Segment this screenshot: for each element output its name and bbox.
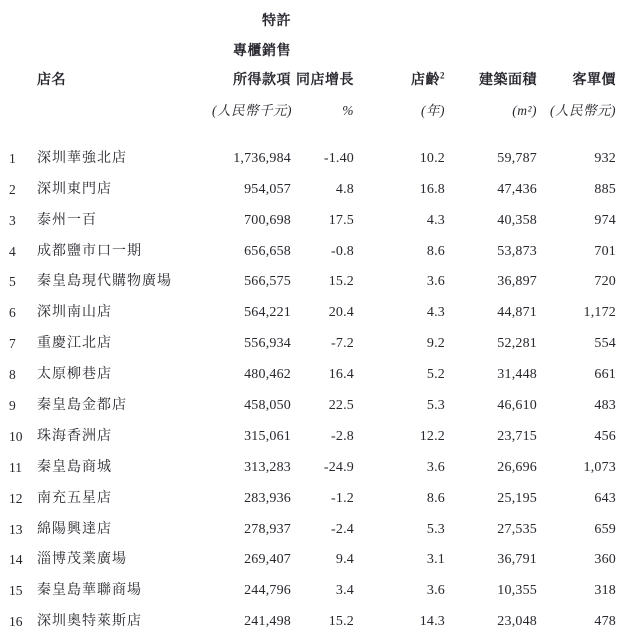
header-gross-floor-area: 建築面積 bbox=[479, 73, 537, 88]
row-number-cell: 16 bbox=[9, 614, 23, 630]
table-row bbox=[0, 294, 616, 325]
floor-area-cell: 47,436 bbox=[497, 181, 537, 197]
sales-cell: 278,937 bbox=[244, 521, 291, 537]
store-name-cell: 秦皇島華聯商場 bbox=[37, 583, 142, 599]
growth-cell: 22.5 bbox=[328, 398, 354, 414]
store-name-cell: 秦皇島商城 bbox=[37, 459, 112, 475]
growth-cell: -2.8 bbox=[331, 428, 354, 444]
store-age-cell: 4.3 bbox=[426, 305, 445, 321]
sales-cell: 244,796 bbox=[244, 583, 291, 599]
table-row bbox=[0, 171, 616, 202]
sales-cell: 480,462 bbox=[244, 367, 291, 383]
avg-ticket-cell: 701 bbox=[594, 243, 616, 259]
table-row bbox=[0, 480, 616, 511]
table-row bbox=[0, 140, 616, 171]
avg-ticket-cell: 720 bbox=[594, 274, 616, 290]
row-number-cell: 4 bbox=[9, 243, 16, 259]
sales-cell: 556,934 bbox=[244, 336, 291, 352]
store-name-cell: 南充五星店 bbox=[37, 490, 112, 506]
avg-ticket-cell: 659 bbox=[594, 521, 616, 537]
store-name-cell: 泰州一百 bbox=[37, 212, 97, 228]
store-name-cell: 成都鹽市口一期 bbox=[37, 243, 142, 259]
avg-ticket-cell: 318 bbox=[594, 583, 616, 599]
floor-area-cell: 52,281 bbox=[497, 336, 537, 352]
header-store-age bbox=[354, 62, 445, 92]
store-age-cell: 5.3 bbox=[426, 521, 445, 537]
unit-area: (m²) bbox=[512, 103, 537, 118]
sales-cell: 954,057 bbox=[244, 181, 291, 197]
store-name-cell: 太原柳巷店 bbox=[37, 367, 112, 383]
store-name-cell: 綿陽興達店 bbox=[37, 521, 112, 537]
table-row bbox=[0, 572, 616, 603]
table-row bbox=[0, 511, 616, 542]
store-name-cell: 深圳華強北店 bbox=[37, 150, 127, 166]
header-avg-ticket: 客單價 bbox=[572, 73, 616, 88]
floor-area-cell: 25,195 bbox=[497, 490, 537, 506]
store-name-cell: 重慶江北店 bbox=[37, 336, 112, 352]
row-number-cell: 7 bbox=[9, 336, 16, 352]
growth-cell: 17.5 bbox=[328, 212, 354, 228]
store-age-cell: 5.3 bbox=[426, 398, 445, 414]
table-row bbox=[0, 356, 616, 387]
unit-growth: % bbox=[342, 103, 354, 118]
header-store-age-text: 店齡 bbox=[411, 73, 440, 88]
header-sales-line3: 所得款項 bbox=[233, 73, 291, 88]
store-age-cell: 12.2 bbox=[419, 428, 445, 444]
row-number-cell: 8 bbox=[9, 367, 16, 383]
sales-cell: 241,498 bbox=[244, 614, 291, 630]
growth-cell: -2.4 bbox=[331, 521, 354, 537]
row-number-cell: 2 bbox=[9, 181, 16, 197]
row-number-cell: 13 bbox=[9, 521, 23, 537]
growth-cell: 16.4 bbox=[328, 367, 354, 383]
growth-cell: -1.40 bbox=[323, 150, 354, 166]
store-age-cell: 5.2 bbox=[426, 367, 445, 383]
table-header bbox=[0, 0, 616, 140]
avg-ticket-cell: 661 bbox=[594, 367, 616, 383]
sales-cell: 1,736,984 bbox=[233, 150, 291, 166]
table-row bbox=[0, 387, 616, 418]
sales-cell: 458,050 bbox=[244, 398, 291, 414]
store-name-cell: 秦皇島金都店 bbox=[37, 398, 127, 414]
store-name-cell: 深圳奧特萊斯店 bbox=[37, 614, 142, 630]
store-age-cell: 8.6 bbox=[426, 243, 445, 259]
floor-area-cell: 23,048 bbox=[497, 614, 537, 630]
table-row bbox=[0, 233, 616, 264]
table-row bbox=[0, 449, 616, 480]
table-body bbox=[0, 140, 616, 634]
floor-area-cell: 31,448 bbox=[497, 367, 537, 383]
floor-area-cell: 10,355 bbox=[497, 583, 537, 599]
avg-ticket-cell: 974 bbox=[594, 212, 616, 228]
store-age-cell: 9.2 bbox=[426, 336, 445, 352]
store-age-cell: 14.3 bbox=[419, 614, 445, 630]
avg-ticket-cell: 932 bbox=[594, 150, 616, 166]
growth-cell: 20.4 bbox=[328, 305, 354, 321]
growth-cell: 3.4 bbox=[335, 583, 354, 599]
growth-cell: -7.2 bbox=[331, 336, 354, 352]
growth-cell: 15.2 bbox=[328, 274, 354, 290]
store-age-cell: 3.1 bbox=[426, 552, 445, 568]
header-store-name: 店名 bbox=[37, 73, 66, 88]
floor-area-cell: 36,897 bbox=[497, 274, 537, 290]
avg-ticket-cell: 885 bbox=[594, 181, 616, 197]
row-number-cell: 1 bbox=[9, 150, 16, 166]
sales-cell: 315,061 bbox=[244, 428, 291, 444]
table-row bbox=[0, 418, 616, 449]
row-number-cell: 14 bbox=[9, 552, 23, 568]
header-sales-line2: 專櫃銷售 bbox=[233, 44, 291, 59]
table-row bbox=[0, 542, 616, 573]
floor-area-cell: 23,715 bbox=[497, 428, 537, 444]
table-row bbox=[0, 603, 616, 634]
store-age-cell: 16.8 bbox=[419, 181, 445, 197]
floor-area-cell: 46,610 bbox=[497, 398, 537, 414]
table-row bbox=[0, 202, 616, 233]
avg-ticket-cell: 1,073 bbox=[583, 459, 616, 475]
row-number-cell: 15 bbox=[9, 583, 23, 599]
row-number-cell: 11 bbox=[9, 459, 22, 475]
sales-cell: 283,936 bbox=[244, 490, 291, 506]
avg-ticket-cell: 554 bbox=[594, 336, 616, 352]
store-name-cell: 秦皇島現代購物廣場 bbox=[37, 274, 172, 290]
growth-cell: -24.9 bbox=[323, 459, 354, 475]
growth-cell: 15.2 bbox=[328, 614, 354, 630]
store-name-cell: 珠海香洲店 bbox=[37, 428, 112, 444]
header-sales-line1: 特許 bbox=[262, 14, 291, 29]
header-body-gap bbox=[0, 122, 616, 140]
row-number-cell: 3 bbox=[9, 212, 16, 228]
avg-ticket-cell: 478 bbox=[594, 614, 616, 630]
table-row bbox=[0, 264, 616, 295]
avg-ticket-cell: 483 bbox=[594, 398, 616, 414]
sales-cell: 700,698 bbox=[244, 212, 291, 228]
row-number-cell: 9 bbox=[9, 398, 16, 414]
floor-area-cell: 53,873 bbox=[497, 243, 537, 259]
avg-ticket-cell: 1,172 bbox=[583, 305, 616, 321]
floor-area-cell: 26,696 bbox=[497, 459, 537, 475]
floor-area-cell: 40,358 bbox=[497, 212, 537, 228]
store-age-cell: 3.6 bbox=[426, 583, 445, 599]
store-name-cell: 深圳東門店 bbox=[37, 181, 112, 197]
unit-age: (年) bbox=[421, 103, 445, 118]
sales-cell: 313,283 bbox=[244, 459, 291, 475]
store-name-cell: 淄博茂業廣場 bbox=[37, 552, 127, 568]
row-number-cell: 12 bbox=[9, 490, 23, 506]
header-same-store-growth: 同店增長 bbox=[296, 73, 354, 88]
floor-area-cell: 44,871 bbox=[497, 305, 537, 321]
avg-ticket-cell: 456 bbox=[594, 428, 616, 444]
growth-cell: -1.2 bbox=[331, 490, 354, 506]
store-age-cell: 3.6 bbox=[426, 459, 445, 475]
sales-cell: 564,221 bbox=[244, 305, 291, 321]
store-age-cell: 10.2 bbox=[419, 150, 445, 166]
growth-cell: -0.8 bbox=[331, 243, 354, 259]
avg-ticket-cell: 360 bbox=[594, 552, 616, 568]
unit-sales: (人民幣千元) bbox=[212, 103, 292, 118]
sales-cell: 566,575 bbox=[244, 274, 291, 290]
store-name-cell: 深圳南山店 bbox=[37, 305, 112, 321]
unit-price: (人民幣元) bbox=[550, 103, 616, 118]
floor-area-cell: 27,535 bbox=[497, 521, 537, 537]
row-number-cell: 5 bbox=[9, 274, 16, 290]
floor-area-cell: 36,791 bbox=[497, 552, 537, 568]
store-age-footnote-sup: 2 bbox=[440, 70, 445, 81]
store-age-cell: 8.6 bbox=[426, 490, 445, 506]
row-number-cell: 6 bbox=[9, 305, 16, 321]
table-row bbox=[0, 325, 616, 356]
store-age-cell: 3.6 bbox=[426, 274, 445, 290]
growth-cell: 4.8 bbox=[335, 181, 354, 197]
sales-cell: 656,658 bbox=[244, 243, 291, 259]
store-age-cell: 4.3 bbox=[426, 212, 445, 228]
floor-area-cell: 59,787 bbox=[497, 150, 537, 166]
avg-ticket-cell: 643 bbox=[594, 490, 616, 506]
sales-cell: 269,407 bbox=[244, 552, 291, 568]
row-number-cell: 10 bbox=[9, 428, 23, 444]
growth-cell: 9.4 bbox=[335, 552, 354, 568]
